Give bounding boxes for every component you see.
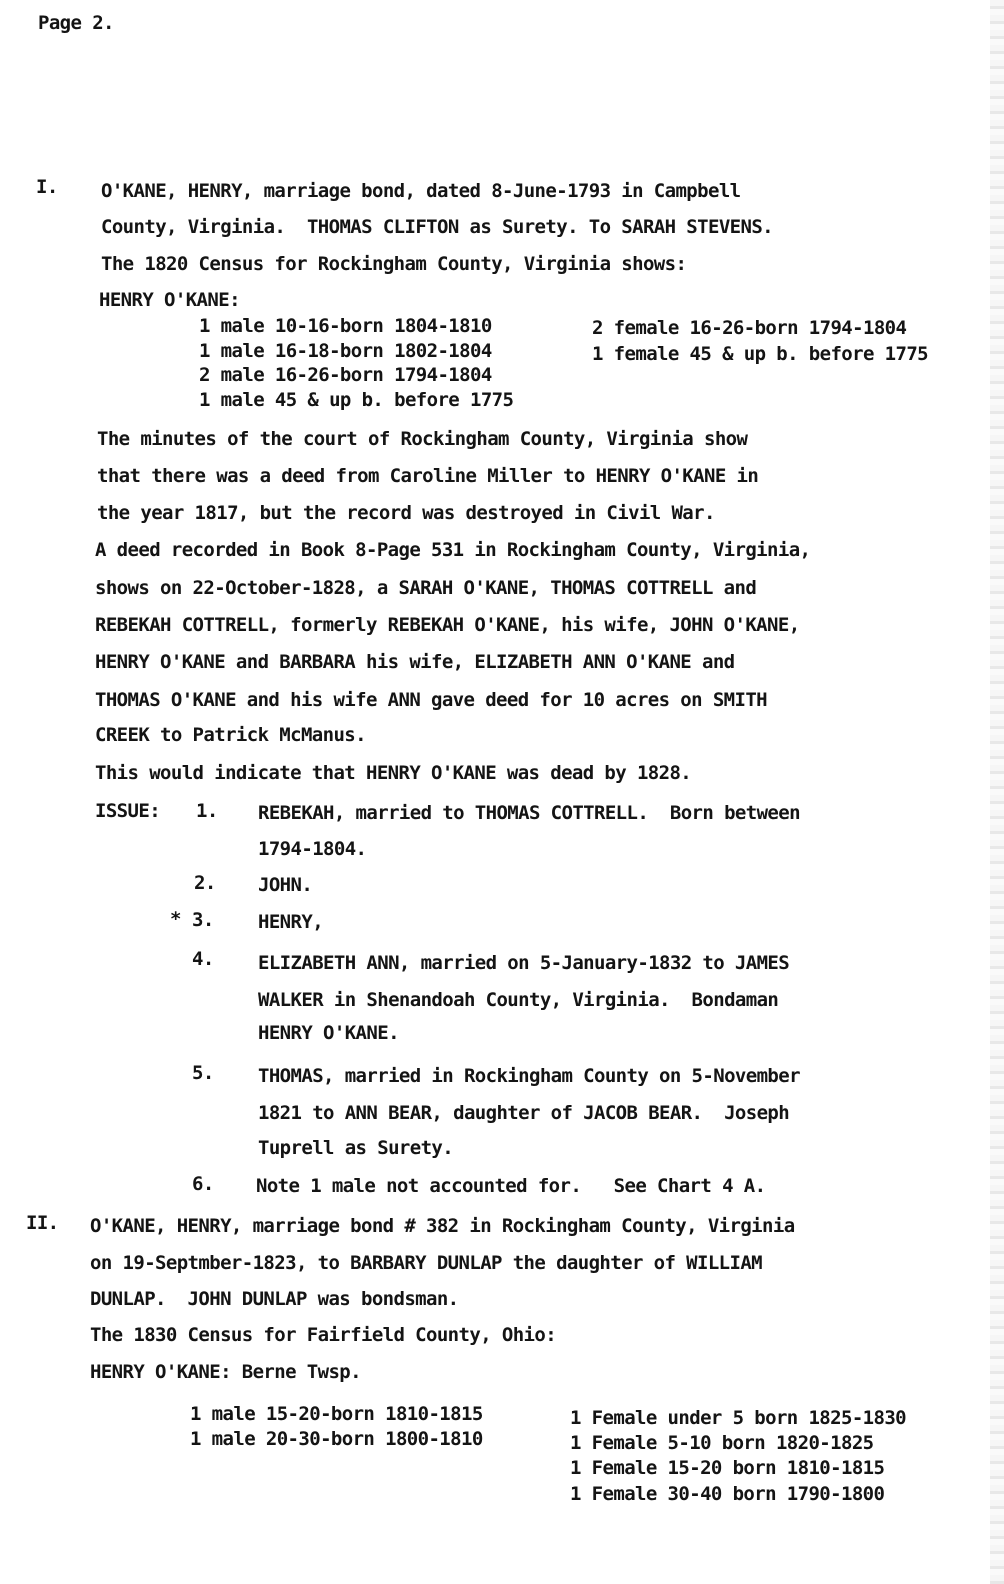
- issue-number: 5.: [192, 1062, 214, 1084]
- census-entry: 1 female 45 & up b. before 1775: [592, 343, 929, 365]
- issue-number: 1.: [196, 800, 218, 822]
- text-line: The minutes of the court of Rockingham County, Virginia show: [97, 428, 748, 450]
- issue-text: Tuprell as Surety.: [258, 1137, 454, 1159]
- census-entry: 2 female 16-26-born 1794-1804: [592, 317, 907, 339]
- issue-number: 6.: [192, 1173, 214, 1195]
- issue-label: ISSUE:: [95, 800, 161, 822]
- issue-text: REBEKAH, married to THOMAS COTTRELL. Born between: [258, 802, 800, 824]
- text-line: The 1820 Census for Rockingham County, Virginia shows:: [101, 253, 687, 275]
- text-line: O'KANE, HENRY, marriage bond # 382 in Rockingham County, Virginia: [90, 1215, 795, 1237]
- asterisk-marker: *: [170, 908, 181, 930]
- text-line: that there was a deed from Caroline Miller to HENRY O'KANE in: [97, 465, 759, 487]
- issue-number: 2.: [194, 872, 216, 894]
- issue-number: 4.: [192, 948, 214, 970]
- census-entry: 1 male 15-20-born 1810-1815: [190, 1403, 483, 1425]
- issue-text: JOHN.: [258, 874, 313, 896]
- census-entry: 1 male 45 & up b. before 1775: [199, 389, 514, 411]
- census-entry: 1 male 20-30-born 1800-1810: [190, 1428, 483, 1450]
- issue-text: WALKER in Shenandoah County, Virginia. Bondaman: [258, 989, 779, 1011]
- census-entry: 1 Female 5-10 born 1820-1825: [570, 1432, 874, 1454]
- issue-text: 1794-1804.: [258, 838, 367, 860]
- census-entry: 1 Female under 5 born 1825-1830: [570, 1407, 907, 1429]
- text-line: DUNLAP. JOHN DUNLAP was bondsman.: [90, 1288, 459, 1310]
- section-numeral: I.: [36, 176, 58, 198]
- text-line: CREEK to Patrick McManus.: [95, 724, 366, 746]
- text-line: The 1830 Census for Fairfield County, Ohio:: [90, 1324, 557, 1346]
- issue-text: THOMAS, married in Rockingham County on 5-November: [258, 1065, 800, 1087]
- text-line: O'KANE, HENRY, marriage bond, dated 8-June-1793 in Campbell: [101, 180, 741, 202]
- census-entry: 1 male 10-16-born 1804-1810: [199, 315, 492, 337]
- text-line: This would indicate that HENRY O'KANE was dead by 1828.: [95, 762, 692, 784]
- section-numeral: II.: [26, 1212, 59, 1234]
- text-line: HENRY O'KANE and BARBARA his wife, ELIZABETH ANN O'KANE and: [95, 651, 735, 673]
- census-entry: 1 male 16-18-born 1802-1804: [199, 340, 492, 362]
- census-entry: 2 male 16-26-born 1794-1804: [199, 364, 492, 386]
- text-line: REBEKAH COTTRELL, formerly REBEKAH O'KANE, his wife, JOHN O'KANE,: [95, 614, 800, 636]
- text-line: on 19-Septmber-1823, to BARBARY DUNLAP the daughter of WILLIAM: [90, 1252, 763, 1274]
- issue-number: 3.: [192, 909, 214, 931]
- issue-text: HENRY,: [258, 911, 324, 933]
- issue-text: HENRY O'KANE.: [258, 1022, 399, 1044]
- scan-edge-artifact: [990, 0, 1004, 1584]
- census-heading: HENRY O'KANE: Berne Twsp.: [90, 1361, 361, 1383]
- text-line: A deed recorded in Book 8-Page 531 in Rockingham County, Virginia,: [95, 539, 811, 561]
- text-line: shows on 22-October-1828, a SARAH O'KANE, THOMAS COTTRELL and: [95, 577, 757, 599]
- page-number: Page 2.: [38, 12, 114, 34]
- census-heading: HENRY O'KANE:: [99, 289, 240, 311]
- text-line: County, Virginia. THOMAS CLIFTON as Surety. To SARAH STEVENS.: [101, 216, 774, 238]
- text-line: THOMAS O'KANE and his wife ANN gave deed for 10 acres on SMITH: [95, 689, 768, 711]
- issue-text: Note 1 male not accounted for. See Chart 4 A.: [256, 1175, 766, 1197]
- issue-text: 1821 to ANN BEAR, daughter of JACOB BEAR. Joseph: [258, 1102, 790, 1124]
- issue-text: ELIZABETH ANN, married on 5-January-1832 to JAMES: [258, 952, 790, 974]
- census-entry: 1 Female 30-40 born 1790-1800: [570, 1483, 885, 1505]
- census-entry: 1 Female 15-20 born 1810-1815: [570, 1457, 885, 1479]
- text-line: the year 1817, but the record was destroyed in Civil War.: [97, 502, 715, 524]
